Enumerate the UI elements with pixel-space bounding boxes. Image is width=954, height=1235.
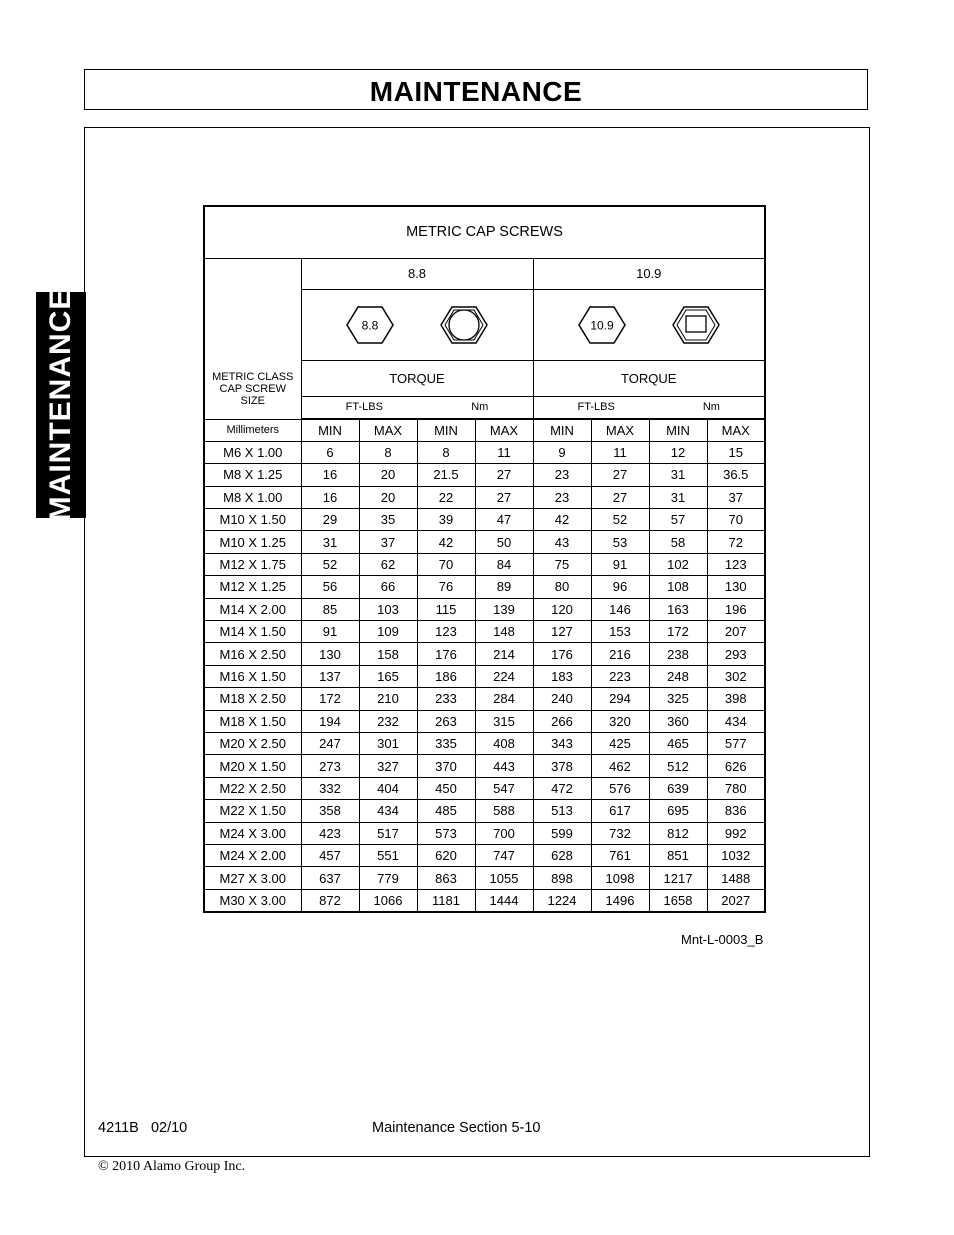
torque-value-cell: 137 [301, 665, 359, 687]
torque-value-cell: 123 [707, 553, 765, 575]
torque-value-cell: 863 [417, 867, 475, 889]
table-row [204, 822, 765, 844]
torque-value-cell: 120 [533, 598, 591, 620]
table-row [204, 621, 765, 643]
torque-value-cell: 335 [417, 732, 475, 754]
torque-value-cell: 27 [591, 486, 649, 508]
unit-ft-lbs: FT-LBS [577, 401, 615, 413]
table-title: METRIC CAP SCREWS [204, 206, 765, 258]
unit-nm: Nm [471, 401, 489, 413]
screw-size-cell: M20 X 1.50 [204, 755, 301, 777]
units-8-8 [301, 396, 533, 418]
torque-value-cell: 210 [359, 688, 417, 710]
torque-value-cell: 761 [591, 844, 649, 866]
torque-value-cell: 573 [417, 822, 475, 844]
torque-value-cell: 294 [591, 688, 649, 710]
torque-label-10-9: TORQUE [533, 360, 765, 396]
screw-size-cell: M20 X 2.50 [204, 732, 301, 754]
torque-value-cell: 29 [301, 509, 359, 531]
sub-header: MAX [359, 419, 417, 441]
torque-value-cell: 370 [417, 755, 475, 777]
footer-section: Maintenance Section 5-10 [372, 1120, 541, 1136]
torque-value-cell: 70 [707, 509, 765, 531]
torque-value-cell: 31 [301, 531, 359, 553]
screw-size-cell: M22 X 2.50 [204, 777, 301, 799]
torque-value-cell: 898 [533, 867, 591, 889]
torque-value-cell: 16 [301, 486, 359, 508]
torque-value-cell: 408 [475, 732, 533, 754]
torque-value-cell: 293 [707, 643, 765, 665]
torque-value-cell: 216 [591, 643, 649, 665]
torque-value-cell: 50 [475, 531, 533, 553]
torque-value-cell: 992 [707, 822, 765, 844]
torque-value-cell: 9 [533, 441, 591, 463]
torque-value-cell: 183 [533, 665, 591, 687]
torque-value-cell: 637 [301, 867, 359, 889]
torque-value-cell: 23 [533, 464, 591, 486]
table-row [204, 598, 765, 620]
torque-value-cell: 315 [475, 710, 533, 732]
torque-value-cell: 31 [649, 486, 707, 508]
screw-size-cell: M16 X 2.50 [204, 643, 301, 665]
screw-size-cell: M8 X 1.25 [204, 464, 301, 486]
torque-value-cell: 599 [533, 822, 591, 844]
torque-value-cell: 153 [591, 621, 649, 643]
size-header-cell [204, 258, 301, 419]
torque-value-cell: 11 [591, 441, 649, 463]
torque-value-cell: 1055 [475, 867, 533, 889]
torque-value-cell: 75 [533, 553, 591, 575]
torque-label-8-8: TORQUE [301, 360, 533, 396]
torque-value-cell: 617 [591, 800, 649, 822]
torque-value-cell: 360 [649, 710, 707, 732]
head-marking-10-9: 10.9 [590, 318, 614, 332]
torque-value-cell: 779 [359, 867, 417, 889]
torque-value-cell: 53 [591, 531, 649, 553]
torque-value-cell: 27 [591, 464, 649, 486]
torque-value-cell: 165 [359, 665, 417, 687]
sub-header: MAX [707, 419, 765, 441]
torque-value-cell: 139 [475, 598, 533, 620]
torque-value-cell: 27 [475, 464, 533, 486]
torque-value-cell: 84 [475, 553, 533, 575]
torque-value-cell: 31 [649, 464, 707, 486]
torque-value-cell: 76 [417, 576, 475, 598]
torque-value-cell: 66 [359, 576, 417, 598]
hex-head-side-view-icon [439, 305, 489, 345]
torque-value-cell: 700 [475, 822, 533, 844]
torque-value-cell: 1444 [475, 889, 533, 912]
torque-value-cell: 547 [475, 777, 533, 799]
grade-10-9-label: 10.9 [533, 258, 765, 289]
table-row [204, 800, 765, 822]
size-header: METRIC CLASS CAP SCREW SIZE [212, 370, 294, 407]
torque-value-cell: 52 [301, 553, 359, 575]
torque-value-cell: 301 [359, 732, 417, 754]
torque-value-cell: 240 [533, 688, 591, 710]
torque-value-cell: 1224 [533, 889, 591, 912]
torque-value-cell: 35 [359, 509, 417, 531]
torque-value-cell: 36.5 [707, 464, 765, 486]
table-row [204, 867, 765, 889]
copyright: © 2010 Alamo Group Inc. [98, 1159, 246, 1174]
torque-value-cell: 130 [301, 643, 359, 665]
torque-value-cell: 12 [649, 441, 707, 463]
torque-value-cell: 80 [533, 576, 591, 598]
torque-value-cell: 836 [707, 800, 765, 822]
torque-value-cell: 398 [707, 688, 765, 710]
torque-value-cell: 16 [301, 464, 359, 486]
table-row [204, 576, 765, 598]
torque-value-cell: 91 [301, 621, 359, 643]
hex-head-square-view-icon [671, 305, 721, 345]
torque-value-cell: 224 [475, 665, 533, 687]
torque-value-cell: 72 [707, 531, 765, 553]
table-body [204, 441, 765, 912]
torque-value-cell: 85 [301, 598, 359, 620]
torque-value-cell: 52 [591, 509, 649, 531]
torque-value-cell: 214 [475, 643, 533, 665]
torque-value-cell: 176 [533, 643, 591, 665]
sub-header: MIN [417, 419, 475, 441]
torque-value-cell: 457 [301, 844, 359, 866]
torque-value-cell: 57 [649, 509, 707, 531]
torque-value-cell: 626 [707, 755, 765, 777]
torque-value-cell: 628 [533, 844, 591, 866]
torque-value-cell: 8 [359, 441, 417, 463]
torque-value-cell: 172 [301, 688, 359, 710]
torque-value-cell: 196 [707, 598, 765, 620]
unit-nm: Nm [702, 401, 720, 413]
sub-header: MIN [649, 419, 707, 441]
torque-value-cell: 576 [591, 777, 649, 799]
torque-value-cell: 223 [591, 665, 649, 687]
screw-size-cell: M18 X 1.50 [204, 710, 301, 732]
sub-header: MIN [533, 419, 591, 441]
torque-value-cell: 247 [301, 732, 359, 754]
torque-value-cell: 248 [649, 665, 707, 687]
table-row [204, 732, 765, 754]
subheader-row [204, 419, 765, 441]
torque-value-cell: 42 [533, 509, 591, 531]
torque-value-cell: 732 [591, 822, 649, 844]
torque-value-cell: 450 [417, 777, 475, 799]
screw-size-cell: M16 X 1.50 [204, 665, 301, 687]
table-row [204, 755, 765, 777]
torque-value-cell: 2027 [707, 889, 765, 912]
torque-value-cell: 89 [475, 576, 533, 598]
table-row [204, 464, 765, 486]
torque-value-cell: 123 [417, 621, 475, 643]
torque-value-cell: 70 [417, 553, 475, 575]
torque-value-cell: 551 [359, 844, 417, 866]
torque-value-cell: 513 [533, 800, 591, 822]
torque-value-cell: 1488 [707, 867, 765, 889]
torque-value-cell: 343 [533, 732, 591, 754]
table-row [204, 889, 765, 912]
torque-value-cell: 325 [649, 688, 707, 710]
table-row [204, 777, 765, 799]
screw-size-cell: M27 X 3.00 [204, 867, 301, 889]
torque-value-cell: 639 [649, 777, 707, 799]
torque-value-cell: 37 [707, 486, 765, 508]
figure-reference: Mnt-L-0003_B [681, 932, 764, 947]
table-row [204, 665, 765, 687]
screw-size-cell: M12 X 1.75 [204, 553, 301, 575]
metric-cap-screw-table [203, 205, 766, 913]
grade-10-9-icons [533, 289, 765, 360]
screw-size-cell: M12 X 1.25 [204, 576, 301, 598]
torque-value-cell: 176 [417, 643, 475, 665]
torque-value-cell: 186 [417, 665, 475, 687]
torque-value-cell: 146 [591, 598, 649, 620]
torque-value-cell: 472 [533, 777, 591, 799]
torque-value-cell: 462 [591, 755, 649, 777]
torque-value-cell: 22 [417, 486, 475, 508]
torque-value-cell: 780 [707, 777, 765, 799]
torque-value-cell: 284 [475, 688, 533, 710]
torque-value-cell: 232 [359, 710, 417, 732]
torque-value-cell: 320 [591, 710, 649, 732]
size-unit: Millimeters [204, 419, 301, 441]
torque-value-cell: 102 [649, 553, 707, 575]
screw-size-cell: M10 X 1.25 [204, 531, 301, 553]
torque-value-cell: 91 [591, 553, 649, 575]
torque-value-cell: 1496 [591, 889, 649, 912]
screw-size-cell: M24 X 2.00 [204, 844, 301, 866]
torque-value-cell: 233 [417, 688, 475, 710]
table-row [204, 688, 765, 710]
torque-value-cell: 172 [649, 621, 707, 643]
table-row [204, 486, 765, 508]
torque-value-cell: 358 [301, 800, 359, 822]
torque-value-cell: 404 [359, 777, 417, 799]
table-row [204, 553, 765, 575]
header-box [84, 69, 868, 110]
torque-value-cell: 130 [707, 576, 765, 598]
screw-size-cell: M18 X 2.50 [204, 688, 301, 710]
torque-value-cell: 1181 [417, 889, 475, 912]
screw-size-cell: M30 X 3.00 [204, 889, 301, 912]
torque-value-cell: 115 [417, 598, 475, 620]
torque-value-cell: 425 [591, 732, 649, 754]
torque-value-cell: 20 [359, 486, 417, 508]
torque-value-cell: 163 [649, 598, 707, 620]
screw-size-cell: M14 X 1.50 [204, 621, 301, 643]
grade-8-8-icons [301, 289, 533, 360]
torque-value-cell: 27 [475, 486, 533, 508]
hex-head-10-9-icon [577, 305, 627, 345]
torque-value-cell: 620 [417, 844, 475, 866]
hex-head-8-8-icon [345, 305, 395, 345]
torque-value-cell: 1658 [649, 889, 707, 912]
torque-value-cell: 512 [649, 755, 707, 777]
torque-value-cell: 23 [533, 486, 591, 508]
torque-value-cell: 434 [359, 800, 417, 822]
torque-value-cell: 1217 [649, 867, 707, 889]
sub-header: MAX [591, 419, 649, 441]
torque-value-cell: 15 [707, 441, 765, 463]
table-row [204, 643, 765, 665]
screw-size-cell: M8 X 1.00 [204, 486, 301, 508]
torque-value-cell: 517 [359, 822, 417, 844]
torque-value-cell: 485 [417, 800, 475, 822]
torque-value-cell: 47 [475, 509, 533, 531]
torque-value-cell: 127 [533, 621, 591, 643]
torque-value-cell: 812 [649, 822, 707, 844]
torque-value-cell: 302 [707, 665, 765, 687]
torque-value-cell: 577 [707, 732, 765, 754]
torque-value-cell: 238 [649, 643, 707, 665]
torque-value-cell: 263 [417, 710, 475, 732]
torque-value-cell: 43 [533, 531, 591, 553]
unit-ft-lbs: FT-LBS [345, 401, 383, 413]
torque-value-cell: 96 [591, 576, 649, 598]
screw-size-cell: M10 X 1.50 [204, 509, 301, 531]
torque-value-cell: 109 [359, 621, 417, 643]
torque-value-cell: 1066 [359, 889, 417, 912]
torque-value-cell: 851 [649, 844, 707, 866]
screw-size-cell: M24 X 3.00 [204, 822, 301, 844]
torque-value-cell: 58 [649, 531, 707, 553]
footer-doc-id: 4211B 02/10 [98, 1120, 188, 1136]
table-row [204, 509, 765, 531]
sub-header: MAX [475, 419, 533, 441]
torque-value-cell: 332 [301, 777, 359, 799]
torque-value-cell: 423 [301, 822, 359, 844]
torque-value-cell: 37 [359, 531, 417, 553]
torque-value-cell: 148 [475, 621, 533, 643]
torque-value-cell: 158 [359, 643, 417, 665]
torque-value-cell: 8 [417, 441, 475, 463]
torque-value-cell: 194 [301, 710, 359, 732]
sub-header: MIN [301, 419, 359, 441]
head-marking-8-8: 8.8 [361, 318, 379, 332]
torque-value-cell: 588 [475, 800, 533, 822]
torque-value-cell: 872 [301, 889, 359, 912]
screw-size-cell: M14 X 2.00 [204, 598, 301, 620]
torque-value-cell: 21.5 [417, 464, 475, 486]
torque-value-cell: 56 [301, 576, 359, 598]
table-row [204, 441, 765, 463]
table-row [204, 531, 765, 553]
torque-value-cell: 434 [707, 710, 765, 732]
screw-size-cell: M22 X 1.50 [204, 800, 301, 822]
units-10-9 [533, 396, 765, 418]
torque-value-cell: 207 [707, 621, 765, 643]
torque-value-cell: 108 [649, 576, 707, 598]
torque-value-cell: 378 [533, 755, 591, 777]
side-tab [36, 288, 86, 522]
grade-8-8-label: 8.8 [301, 258, 533, 289]
torque-value-cell: 20 [359, 464, 417, 486]
side-tab-label: MAINTENANCE [44, 288, 77, 522]
torque-value-cell: 695 [649, 800, 707, 822]
torque-value-cell: 327 [359, 755, 417, 777]
table-row [204, 710, 765, 732]
screw-size-cell: M6 X 1.00 [204, 441, 301, 463]
torque-value-cell: 443 [475, 755, 533, 777]
torque-value-cell: 42 [417, 531, 475, 553]
torque-value-cell: 273 [301, 755, 359, 777]
torque-value-cell: 747 [475, 844, 533, 866]
torque-value-cell: 6 [301, 441, 359, 463]
torque-value-cell: 465 [649, 732, 707, 754]
table-row [204, 844, 765, 866]
page-title: MAINTENANCE [369, 76, 583, 107]
torque-value-cell: 103 [359, 598, 417, 620]
torque-value-cell: 39 [417, 509, 475, 531]
torque-value-cell: 266 [533, 710, 591, 732]
torque-value-cell: 1032 [707, 844, 765, 866]
torque-value-cell: 11 [475, 441, 533, 463]
torque-value-cell: 62 [359, 553, 417, 575]
torque-value-cell: 1098 [591, 867, 649, 889]
